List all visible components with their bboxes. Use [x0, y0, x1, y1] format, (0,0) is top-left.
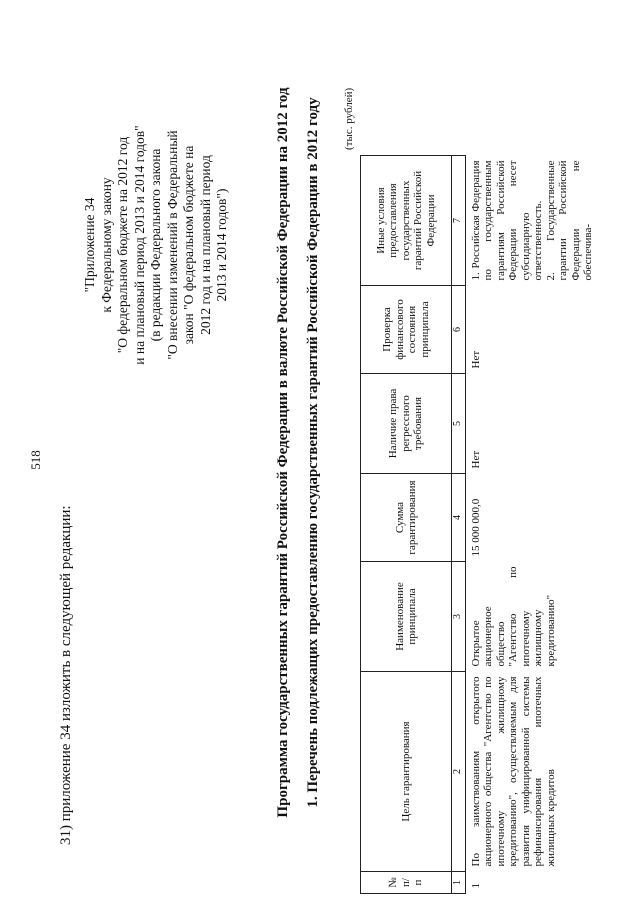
appendix-line: 2013 и 2014 годов")	[214, 188, 229, 302]
header-cell-financial-check: Проверка финансового состояния принципала	[361, 286, 452, 374]
column-number: 2	[452, 672, 466, 872]
column-number: 3	[452, 562, 466, 672]
header-cell-conditions: Иные условия предоставления государственных гарантий Российской Федерации	[361, 156, 452, 286]
appendix-line: закон "О федеральном бюджете на	[181, 145, 196, 345]
column-number: 4	[452, 474, 466, 562]
intro-line: 31) приложение 34 изложить в следующей редакции:	[58, 505, 74, 845]
appendix-line: (в редакции Федерального закона	[148, 148, 163, 342]
column-number: 1	[452, 872, 466, 894]
header-cell-principal: Наименование принципала	[361, 562, 452, 672]
page-number: 518	[28, 450, 43, 470]
column-number-row	[452, 156, 466, 894]
row-financial-check: Нет	[469, 350, 482, 369]
column-number: 6	[452, 286, 466, 374]
appendix-line: к Федеральному закону	[98, 177, 114, 313]
row-conditions	[465, 156, 640, 286]
row-principal: Открытое акционерное общество "Агентство по ипотечному жилищному кредитованию"	[469, 566, 557, 667]
appendix-line: "Приложение 34	[82, 197, 97, 293]
appendix-line: "О федеральном бюджете на 2012 год	[115, 136, 130, 354]
units-label: (тыс. рублей)	[343, 87, 355, 150]
header-cell-num: № п/п	[361, 872, 452, 894]
program-title: Программа государственных гарантий Российской Федерации в валюте Российской Федерации на 2012 год	[275, 87, 291, 818]
row-recourse: Нет	[469, 450, 482, 469]
section-title: 1. Перечень подлежащих предоставлению государственных гарантий Российской Федерации в 2012 году	[305, 97, 321, 808]
guarantees-table	[360, 155, 640, 894]
appendix-line: 2012 год и на плановый период	[197, 155, 213, 335]
header-cell-recourse: Наличие права регрессного требования	[361, 374, 452, 474]
row-number: 1	[469, 883, 482, 889]
appendix-line: и на плановый период 2013 и 2014 годов"	[131, 125, 147, 365]
column-number: 7	[452, 156, 466, 286]
appendix-line: "О внесении изменений в Федеральный	[164, 130, 180, 360]
condition-item: 1. Российская Федерация по государственным гарантиям Российской Федерации несет субсидиарную ответственность.	[469, 160, 544, 281]
column-number: 5	[452, 374, 466, 474]
row-amount: 15 000 000,0	[469, 498, 482, 557]
row-purpose: По заимствованиям открытого акционерного общества "Агентство по ипотечному жилищному кредитованию", осуществляемым для развития унифицированной системы рефинансирования ипотечных жилищных кредитов	[469, 676, 557, 867]
header-cell-amount: Сумма гарантирования	[361, 474, 452, 562]
condition-item: 2. Государственные гарантии Российской Федерации не обеспечива-	[544, 160, 594, 281]
table-row	[465, 156, 640, 894]
appendix-heading	[82, 80, 231, 410]
header-cell-purpose: Цель гарантирования	[361, 672, 452, 872]
table-header-row	[361, 156, 452, 894]
